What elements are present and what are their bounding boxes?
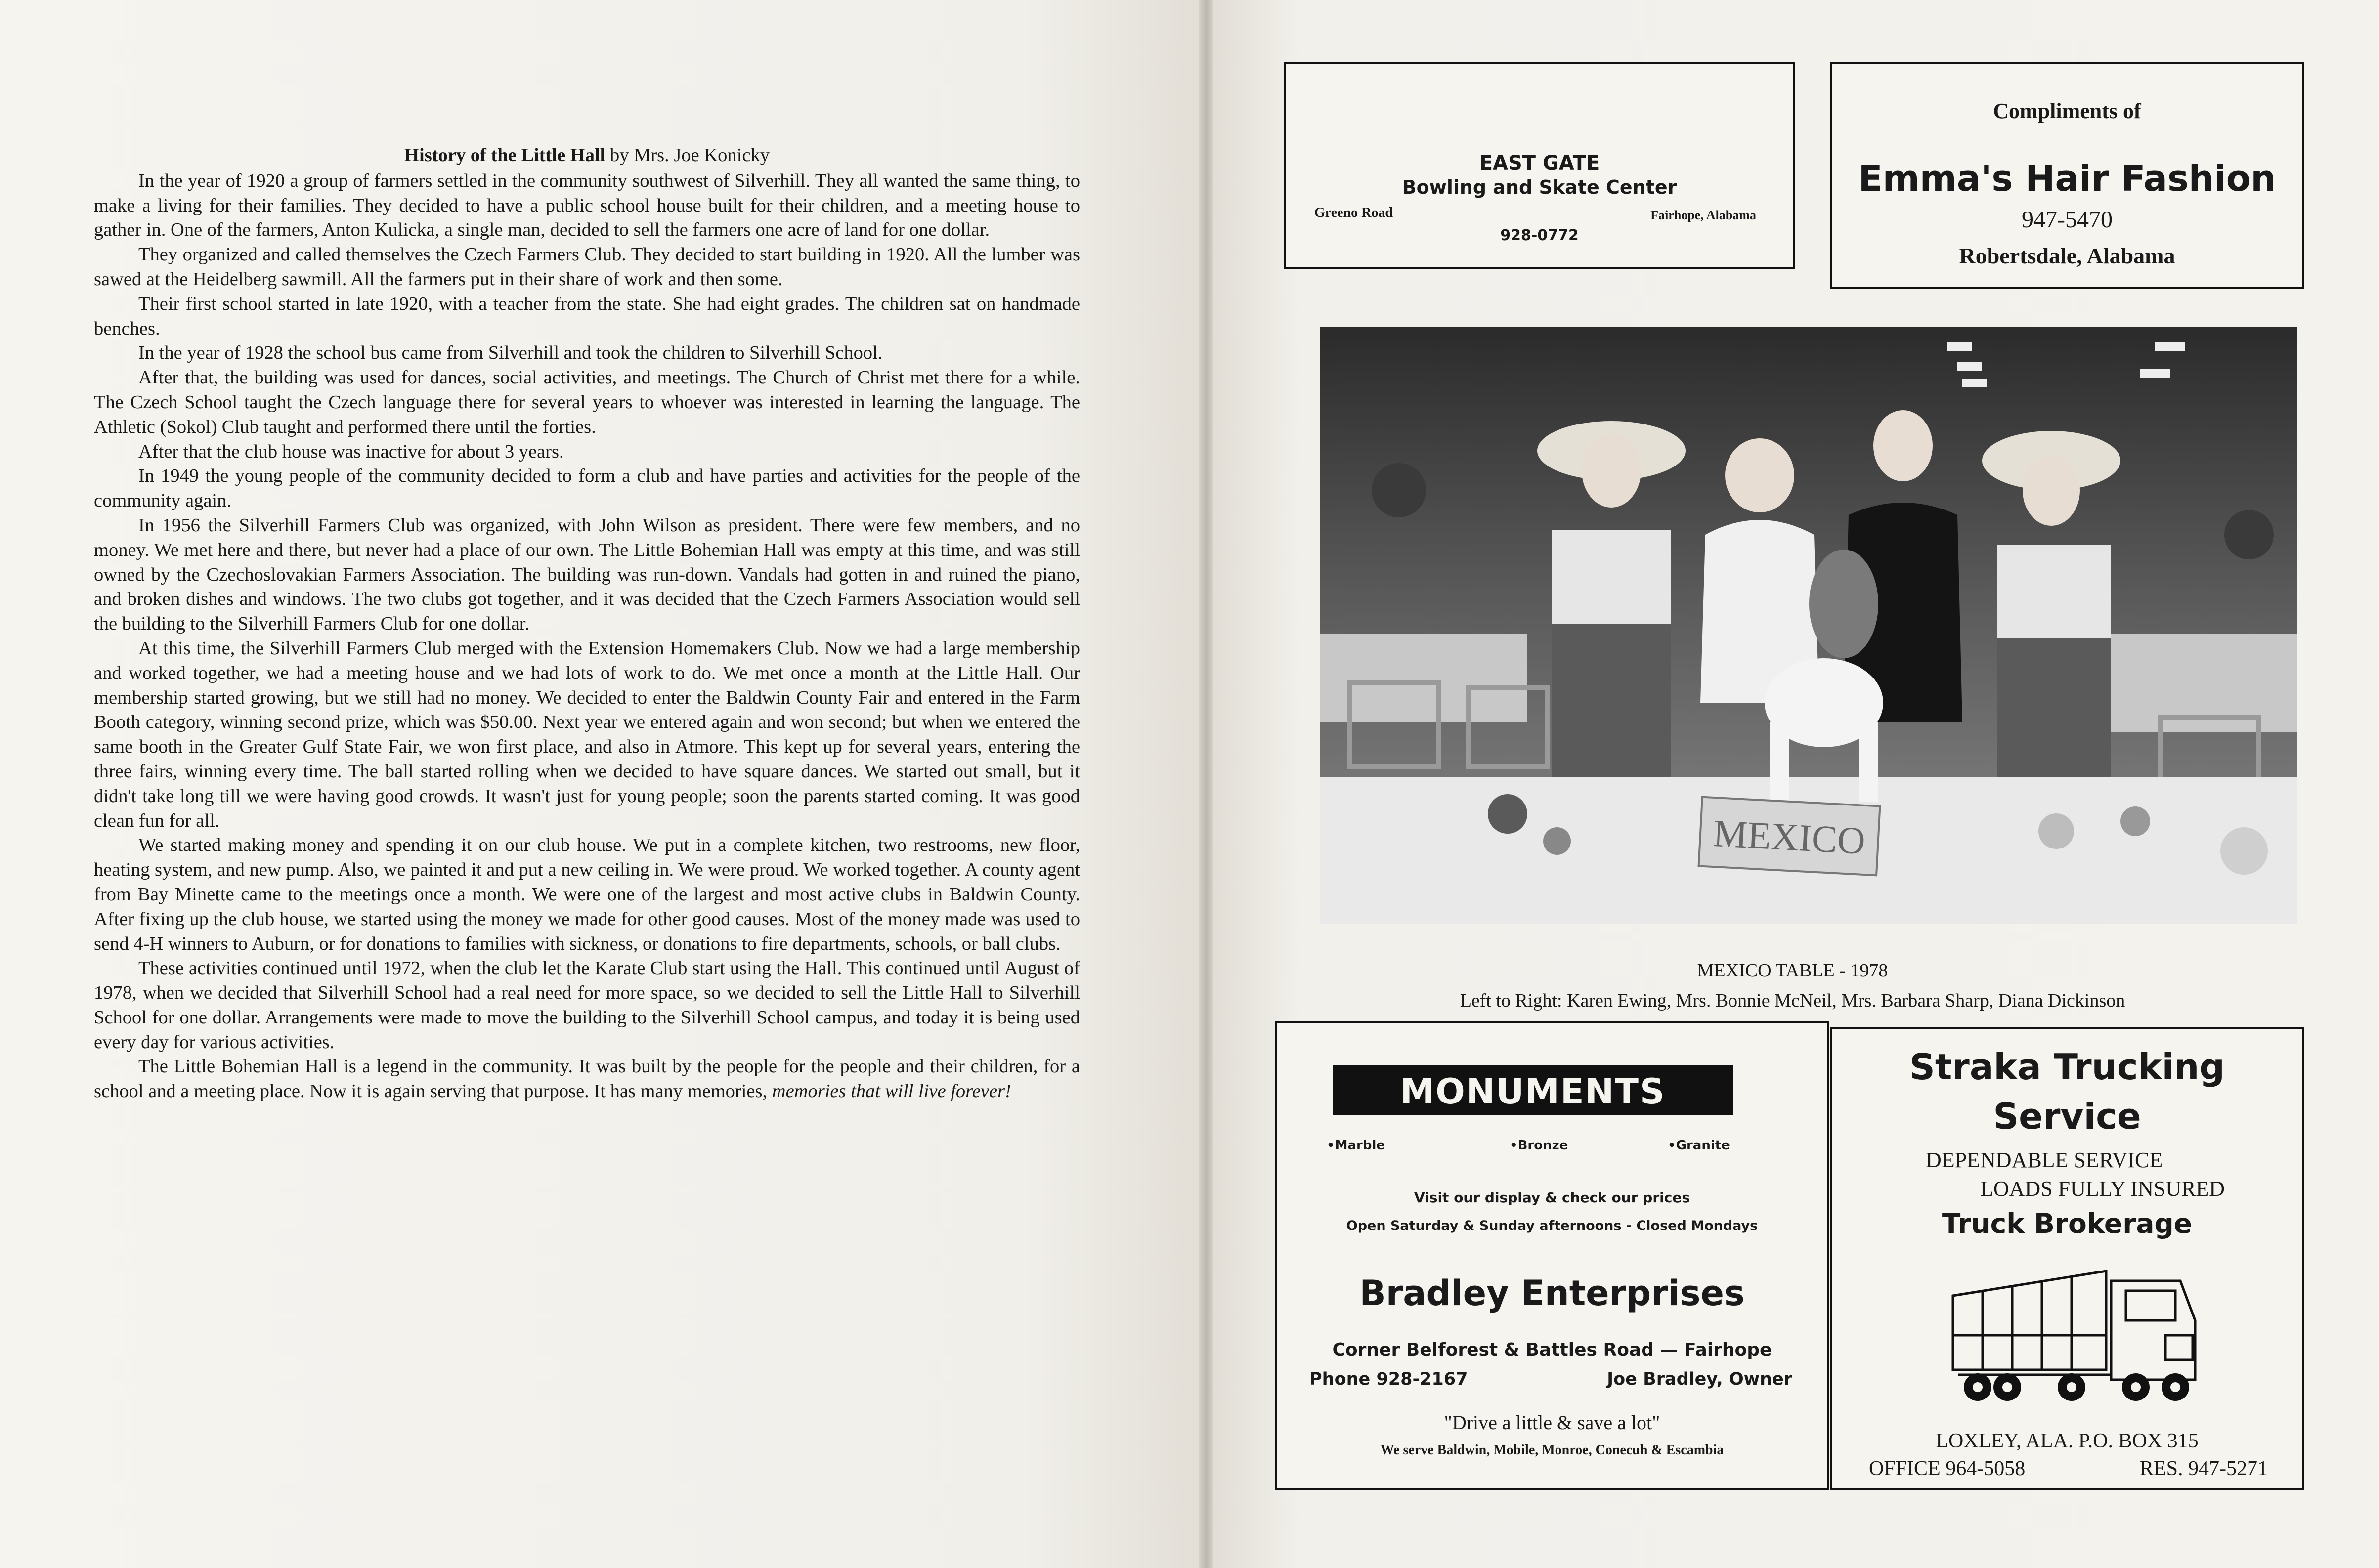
article-paragraph: After that, the building was used for dances, social activities, and meetings. The Church of Christ met there for a while. The Czech School taught the Czech language there for several years to whoever was interested in learning the language. The Athletic (Sokol) Club taught and performed there until the forties. [94,367,1080,437]
article-paragraph: In the year of 1928 the school bus came from Silverhill and took the children to Silverhill School. [138,342,883,364]
article-title [94,143,1080,168]
material-bronze: •Bronze [1510,1138,1568,1153]
east-gate-name: EAST GATE [1479,152,1600,174]
bradley-name: Bradley Enterprises [1359,1273,1745,1314]
book-spine [1199,0,1213,1568]
bradley-address: Corner Belforest & Battles Road — Fairhope [1332,1340,1772,1360]
last-paragraph-text: The Little Bohemian Hall is a legend in the community. It was built by the people for the people and their children, for a school and a meeting place. Now it is again serving that purpose. It has many memories, [94,1056,1080,1102]
material-marble: •Marble [1327,1138,1385,1153]
bradley-owner: Joe Bradley, Owner [1607,1369,1792,1389]
straka-res-phone: RES. 947-5271 [2139,1457,2268,1480]
east-gate-road: Greeno Road [1314,205,1393,220]
straka-office-phone: OFFICE 964-5058 [1869,1457,2026,1480]
photo-caption-names: Left to Right: Karen Ewing, Mrs. Bonnie McNeil, Mrs. Barbara Sharp, Diana Dickinson [1460,990,2125,1011]
east-gate-city: Fairhope, Alabama [1650,208,1756,222]
east-gate-subtitle: Bowling and Skate Center [1402,176,1677,198]
article-author: by Mrs. Joe Konicky [605,145,770,166]
emma-city: Robertsdale, Alabama [1959,243,2175,268]
bradley-service-area: We serve Baldwin, Mobile, Monroe, Conecuh & Escambia [1380,1442,1724,1458]
straka-brokerage: Truck Brokerage [1942,1208,2193,1239]
emma-phone: 947-5470 [2022,207,2113,233]
bradley-enterprises-ad [1275,1021,1829,1490]
article-paragraph: In 1956 the Silverhill Farmers Club was organized, with John Wilson as president. There were few members, and no money. We met here and there, but never had a place of our own. The Little Bohemian Hall was empty at this time, and was still owned by the Czechoslovakian Farmers Association. The building was run-down. Vandals had gotten in and ruined the piano, and broken dishes and windows. The two clubs got together, and it was decided that the Czech Farmers Association would sell the building to the Silverhill Farmers Club for one dollar. [94,514,1080,635]
straka-trucking-ad [1830,1027,2304,1490]
article-paragraph: At this time, the Silverhill Farmers Club merged with the Extension Homemakers Club. Now we had a large membership and worked together, we had a meeting house and we had lots of work to do. We met once a month at the Little Hall. Our membership started growing, but we still had no money. We decided to enter the Baldwin County Fair and entered in the Farm Booth category, winning second prize, which was $50.00. Next year we entered again and won second; but when we entered the same booth in the Greater Gulf State Fair, we won first place, and also in Atmore. This kept up for several years, entering the three fairs, winning every time. The ball started rolling when we decided to have square dances. We started out small, but it didn't take long till we were having good crowds. It wasn't just for young people; soon the parents started coming. It was good clean fun for all. [94,637,1080,831]
article-paragraph: After that the club house was inactive for about 3 years. [138,441,564,462]
article-paragraph: We started making money and spending it on our club house. We put in a complete kitchen, two restrooms, new floor, heating system, and new pump. Also, we painted it and put a new ceiling in. We were proud. We worked together. A county agent from Bay Minette came to the meetings once a month. We were one of the largest and most active clubs in Baldwin County. After fixing up the club house, we started using the money we made for other good causes. Most of the money made was used to send 4-H winners to Auburn, or for donations to families with sickness, or donations to fire departments, schools, or ball clubs. [94,835,1080,954]
article-title-bold: History of the Little Hall [404,145,606,166]
east-gate-ad [1284,62,1795,269]
article-paragraph: In the year of 1920 a group of farmers settled in the community southwest of Silverhill. They all wanted the same thing, to make a living for their families. They decided to have a public school house built for their children, and a meeting house to gather in. One of the farmers, Anton Kulicka, a single man, decided to sell the farmers one acre of land for one dollar. [94,170,1080,241]
bradley-phone: Phone 928-2167 [1309,1369,1468,1389]
mexico-sign: MEXICO [1712,811,1866,862]
monuments-banner-text: MONUMENTS [1400,1071,1666,1112]
article-last-paragraph [94,1055,1080,1104]
emma-name: Emma's Hair Fashion [1858,158,2276,199]
bradley-slogan: "Drive a little & save a lot" [1444,1411,1660,1434]
article-paragraph: Their first school started in late 1920, with a teacher from the state. She had eight grades. The children sat on handmade benches. [94,293,1080,339]
emma-hair-ad [1830,62,2304,289]
straka-name-line2: Service [1993,1096,2141,1137]
visit-display: Visit our display & check our prices [1414,1189,1690,1206]
truck-icon [1948,1261,2205,1409]
straka-dependable: DEPENDABLE SERVICE [1926,1148,2163,1172]
article-paragraph: In 1949 the young people of the community decided to form a club and have parties and activities for the people of the community again. [94,466,1080,511]
straka-location: LOXLEY, ALA. P.O. BOX 315 [1936,1430,2199,1452]
photo-illustration [1320,327,2297,924]
emma-compliments: Compliments of [1993,99,2141,123]
mexico-table-photo [1320,327,2297,924]
closing-italic: memories that will live forever! [772,1081,1011,1102]
photo-caption-title: MEXICO TABLE - 1978 [1697,960,1888,981]
straka-insured: LOADS FULLY INSURED [1980,1177,2225,1201]
straka-name-line1: Straka Trucking [1909,1046,2225,1088]
open-hours: Open Saturday & Sunday afternoons - Closed Mondays [1346,1218,1758,1233]
article-paragraph: These activities continued until 1972, when the club let the Karate Club start using the Hall. This continued until August of 1978, when we decided that Silverhill School had a real need for more space, so we decided to sell the Little Hall to Silverhill School for one dollar. Arrangements were made to move the building to the Silverhill School campus, and today it is being used every day for various activities. [94,958,1080,1053]
monuments-banner [1333,1065,1733,1115]
history-article [94,143,1080,1104]
article-paragraph: They organized and called themselves the Czech Farmers Club. They decided to start building in 1920. All the lumber was sawed at the Heidelberg sawmill. All the farmers put in their share of work and then some. [94,244,1080,290]
east-gate-phone: 928-0772 [1500,227,1579,244]
material-granite: •Granite [1668,1138,1730,1153]
